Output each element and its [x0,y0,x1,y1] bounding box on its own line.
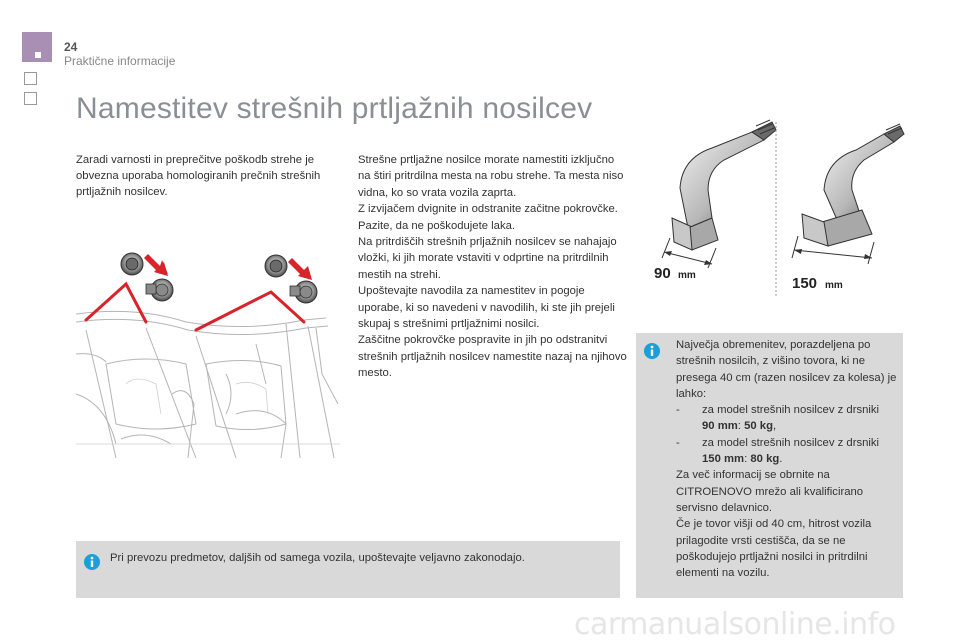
instruction-paragraph: Z izvijačem dvignite in odstranite začitne pokrovčke. Pazite, da ne poškodujete laka. [358,203,618,232]
instruction-paragraph: Na pritrdiščih strešnih prljažnih nosilcev se nahajajo vložki, ki jih morate vstaviti v odprtine na pritrdilnih mestih na strehi. [358,236,617,281]
instructions-column [358,152,628,382]
instruction-paragraph: Zaščitne pokrovčke pospravite in jih po odstranitvi strešnih prtljažnih nosilcev namestite nazaj na njihovo mesto. [358,334,627,380]
info-icon [644,343,660,359]
page-title: Namestitev strešnih prtljažnih nosilcev [76,92,593,125]
section-tab-square [22,32,52,62]
dimension-unit-150: mm [825,280,843,291]
height-warning-text: Če je tovor višji od 40 cm, hitrost vozila prilagodite vrsti cestišča, da se ne poškodujejo prtljažni nosilci in pritrdilni elementi na vozilu. [676,518,872,580]
red-arrow-icon [144,254,168,276]
protective-cap [146,279,173,301]
instruction-paragraph: Upoštevajte navodila za namestitev in pogoje uporabe, ki so navedeni v navodilih, ki ste jih prejeli skupaj s strešnimi prtljažnimi nosilci. [358,285,615,331]
protective-cap [121,253,143,275]
intro-paragraph: Zaradi varnosti in preprečitve poškodb strehe je obvezna uporaba homologiranih prečnih strešnih prtljažnih nosilcev. [76,154,321,198]
load-info-intro: Največja obremenitev, porazdeljena po strešnih nosilcih, z višino tovora, ki ne presega 40 cm (razen nosilcev za kolesa) je lahko: [676,339,897,400]
instruction-paragraph: Strešne prtljažne nosilce morate namestiti izključno na štiri pritrdilna mesta na robu strehe. Ta mesta niso vidna, ko so vrata vozila zaprta. [358,154,624,199]
list-item: - za model strešnih nosilcev z drsniki [676,404,880,417]
roof-bar-feet-illustration [652,118,906,318]
protective-cap [265,255,287,277]
load-spec: 150 mm: 80 kg. [702,453,783,466]
dimension-unit-90: mm [678,270,696,281]
roof-mounting-points-illustration [76,244,340,458]
red-arrow-icon [288,258,312,280]
tab-outline-square [24,72,37,85]
transport-info-box [76,541,620,598]
list-item: - za model strešnih nosilcev z drsniki [676,436,880,449]
roof-bar-foot-90 [662,120,776,268]
section-title: Praktične informacije [64,54,176,68]
roof-bar-foot-150 [792,124,904,264]
dimension-label-90: 90 [654,265,671,282]
protective-cap [290,281,317,303]
tab-outline-square [24,92,37,105]
more-info-text: Za več informacij se obrnite na CITROENOVO mrežo ali kvalificirano servisno delavnico. [676,469,864,514]
load-info-box [636,333,903,598]
load-info-text [676,337,902,581]
watermark: carmanualsonline.info [574,607,896,642]
page-number: 24 [64,40,78,54]
info-icon [84,554,100,570]
transport-info-text: Pri prevozu predmetov, daljših od samega vozila, upoštevajte veljavno zakonodajo. [110,552,525,564]
dimension-label-150: 150 [792,275,818,292]
load-spec: 90 mm: 50 kg, [702,420,777,433]
